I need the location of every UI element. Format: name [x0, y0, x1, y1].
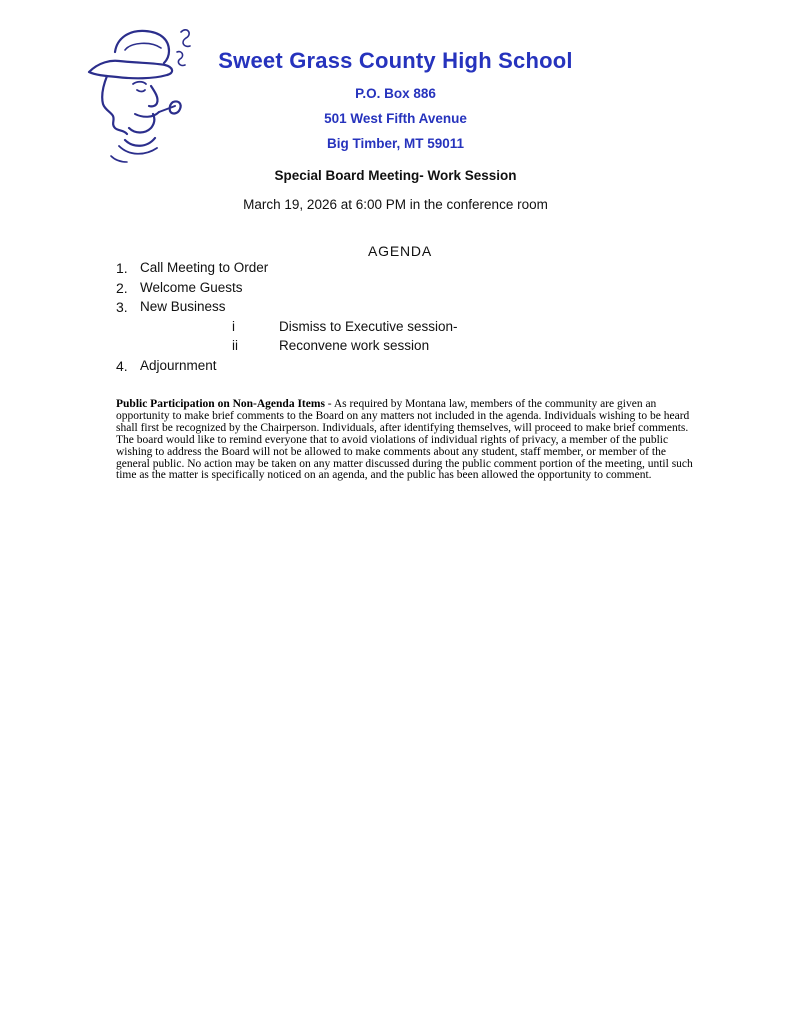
agenda-subitem-ii [116, 339, 676, 353]
agenda-subitem-number: i [232, 318, 235, 334]
agenda-list [116, 261, 676, 378]
agenda-item-4 [116, 359, 676, 373]
street-line: 501 West Fifth Avenue [324, 111, 467, 126]
agenda-subitem-label: Reconvene work session [279, 338, 430, 353]
agenda-item-label: Adjournment [140, 357, 217, 373]
agenda-item-1 [116, 261, 676, 275]
po-box-line: P.O. Box 886 [355, 86, 436, 101]
agenda-item-label: Welcome Guests [140, 279, 243, 295]
letterhead [0, 48, 791, 159]
public-participation-notice [116, 399, 694, 482]
agenda-item-number: 4. [116, 357, 128, 374]
agenda-subitem-i [116, 320, 676, 334]
meeting-title: Special Board Meeting- Work Session [274, 168, 517, 183]
agenda-heading: AGENDA [368, 243, 432, 259]
agenda-item-number: 3. [116, 299, 128, 315]
public-participation-lead: Public Participation on Non-Agenda Items [116, 398, 325, 410]
agenda-subitem-number: ii [232, 338, 238, 353]
agenda-item-label: Call Meeting to Order [140, 260, 269, 275]
agenda-subitem-label: Dismiss to Executive session- [279, 318, 458, 334]
agenda-item-number: 2. [116, 279, 128, 296]
school-name: Sweet Grass County High School [218, 48, 573, 73]
agenda-item-3 [116, 300, 676, 314]
agenda-item-number: 1. [116, 260, 128, 276]
city-line: Big Timber, MT 59011 [326, 136, 465, 151]
agenda-item-2 [116, 281, 676, 295]
public-participation-body: - As required by Montana law, members of the community are given an opportunity to make brief comments to the Board on any matters not included in the agenda. Individuals wishing to be heard shall first be recognized by the Chairperson. Individuals, after identifying themselves, will proceed to make brief comments. The board would like to remind everyone that to avoid violations of individual rights of privacy, a member of the public wishing to address the Board will not be allowed to make comments about any student, staff member, or member of the general public. No action may be taken on any matter discussed during the public comment portion of the meeting, until such time as the matter is specifically noticed on an agenda, and the public has been allowed the opportunity to comment. [116, 398, 693, 482]
meeting-datetime: March 19, 2026 at 6:00 PM in the conference room [243, 197, 548, 212]
agenda-item-label: New Business [140, 299, 226, 314]
